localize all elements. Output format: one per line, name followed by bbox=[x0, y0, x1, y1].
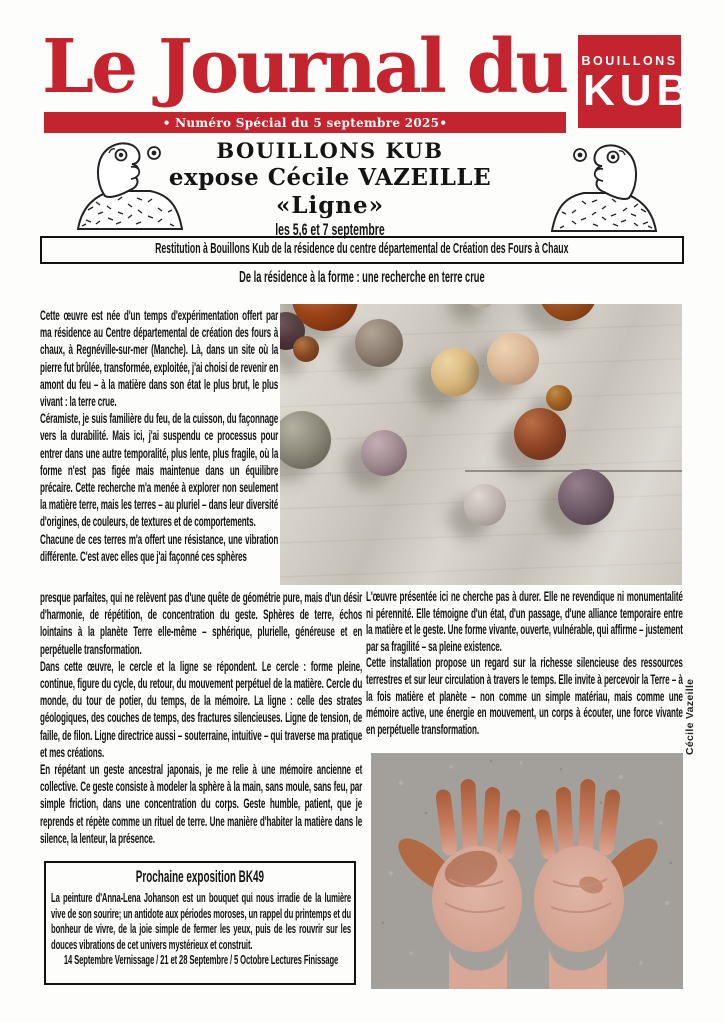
spheres-photo bbox=[280, 304, 682, 585]
paragraph: presque parfaites, qui ne relèvent pas d'une quête de géométrie pure, mais d'un désir d'harmonie, de répétition, de concentration du geste. Sphères de terre, échos lointains à la planète Terre elle-même – sphérique, plurielle, généreuse et en perpétuelle transformation. bbox=[40, 590, 363, 657]
clay-sphere bbox=[558, 469, 614, 525]
paragraph: Dans cette œuvre, le cercle et la ligne se répondent. Le cercle : forme pleine, continue, figure du cycle, du retour, du mouvement perpétuel de la matière. Cercle du monde, du tour de potier, du temps, de la mémoire. La ligne : celle des strates géologiques, des couches de temps, des fractures silencieuses. Ligne de tension, de faille, de filon. Ligne directrice aussi – souterraine, intuitive – qui traverse ma pratique et mes créations. bbox=[40, 658, 363, 760]
photo-credit: Cécile Vazeille bbox=[684, 678, 696, 755]
bouillons-kub-logo bbox=[578, 35, 694, 128]
next-exhibition-box bbox=[44, 861, 356, 985]
hands-photo bbox=[371, 753, 683, 989]
clay-sphere bbox=[539, 304, 597, 321]
article-column-right bbox=[366, 589, 683, 738]
paragraph: La peinture d'Anna-Lena Johanson est un bouquet qui nous irradie de la lumière vive de son sourire; un antidote aux périodes moroses, un rappel du printemps et du bonheur de vivre, de la joie simple de fermer les yeux, puis de les rouvrir sur les douces vibrations de cet univers mystérieux et construit. bbox=[51, 890, 351, 952]
article-column-left-top bbox=[40, 307, 278, 565]
clay-sphere bbox=[546, 385, 572, 411]
logo-text-main: KUB bbox=[583, 66, 694, 115]
headline-line2: expose Cécile VAZEILLE bbox=[168, 164, 492, 191]
masthead-title: Le Journal du bbox=[42, 24, 567, 110]
next-exhibition-body bbox=[51, 890, 351, 968]
clay-sphere bbox=[464, 304, 498, 308]
clay-sphere bbox=[431, 348, 479, 396]
article-column-left-bottom bbox=[40, 589, 362, 847]
clay-sphere bbox=[361, 430, 407, 476]
doodle-figure-right-icon bbox=[548, 142, 660, 232]
clay-sphere bbox=[280, 411, 331, 469]
paragraph: Cette œuvre est née d'un temps d'expérimentation offert par ma résidence au Centre départemental de création des fours à chaux, à Regnéville-sur-mer (Manche). Là, dans un site où la pierre fut brûlée, transformée, exploitée, j'ai choisi de revenir en amont du feu – à la matière dans son état le plus brut, le plus vivant : la terre crue. bbox=[40, 308, 279, 410]
paragraph: En répétant un geste ancestral japonais, je me relie à une mémoire ancienne et collective. Ce geste consiste à modeler la sphère à la main, sans moule, sans feu, par simple friction, dans une concentration du corps. Geste humble, patient, que je reprends et répète comme un rituel de terre. Une manière d'habiter la matière dans le silence, la lenteur, la présence. bbox=[40, 762, 363, 846]
clay-hands-illustration bbox=[371, 753, 683, 989]
paragraph: Cette installation propose un regard sur la richesse silencieuse des ressources terrestres et sur leur circulation à travers le temps. Elle invite à percevoir la Terre – à la fois matière et planète – non comme un simple matériau, mais comme une mémoire active, une énergie en mouvement, un corps à écouter, une force vivante en perpétuelle transformation. bbox=[366, 655, 683, 737]
paragraph: Céramiste, je suis familière du feu, de la cuisson, du façonnage vers la durabilité. Mais ici, j'ai suspendu ce processus pour entrer dans une autre temporalité, plus lente, plus fragile, où la forme n'est pas figée mais maintenue dans un équilibre précaire. Cette recherche m'a menée à explorer non seulement la matière terre, mais les terres – au pluriel – dans leur diversité d'origines, de couleurs, de textures et de comportements. bbox=[40, 411, 279, 530]
clay-sphere bbox=[464, 484, 506, 526]
headline-dates: les 5,6 et 7 septembre bbox=[275, 220, 385, 239]
logo-text-top: BOUILLONS bbox=[581, 54, 678, 68]
issue-bar bbox=[44, 112, 566, 133]
paragraph: Chacune de ces terres m'a offert une résistance, une vibration différente. C'est avec elles que j'ai façonné ces sphères bbox=[40, 531, 279, 564]
next-exhibition-title: Prochaine exposition BK49 bbox=[135, 868, 264, 886]
restitution-banner bbox=[40, 236, 684, 264]
restitution-banner-text: Restitution à Bouillons Kub de la résidence du centre départemental de Création des Fours à Chaux bbox=[155, 241, 569, 257]
clay-sphere bbox=[355, 319, 403, 367]
headline-line1: BOUILLONS KUB bbox=[216, 138, 444, 163]
exhibition-schedule: 14 Septembre Vernissage / 21 et 28 Septembre / 5 Octobre Lectures Finissage bbox=[63, 952, 339, 968]
issue-line: • Numéro Spécial du 5 septembre 2025• bbox=[162, 115, 448, 130]
clay-sphere bbox=[293, 336, 319, 362]
headline-line3: «Ligne» bbox=[275, 192, 385, 219]
clay-sphere bbox=[487, 333, 539, 385]
headline-block bbox=[138, 138, 522, 239]
paragraph: L'œuvre présentée ici ne cherche pas à durer. Elle ne revendique ni monumentalité ni pérennité. Elle témoigne d'un état, d'un passage, d'une alliance temporaire entre la matière et le geste. Une forme vivante, ouverte, vulnérable, qui affirme – justement par sa fragilité – sa pleine existence. bbox=[366, 589, 683, 654]
section-title: De la résidence à la forme : une recherche en terre crue bbox=[239, 269, 485, 286]
clay-sphere bbox=[514, 408, 566, 460]
